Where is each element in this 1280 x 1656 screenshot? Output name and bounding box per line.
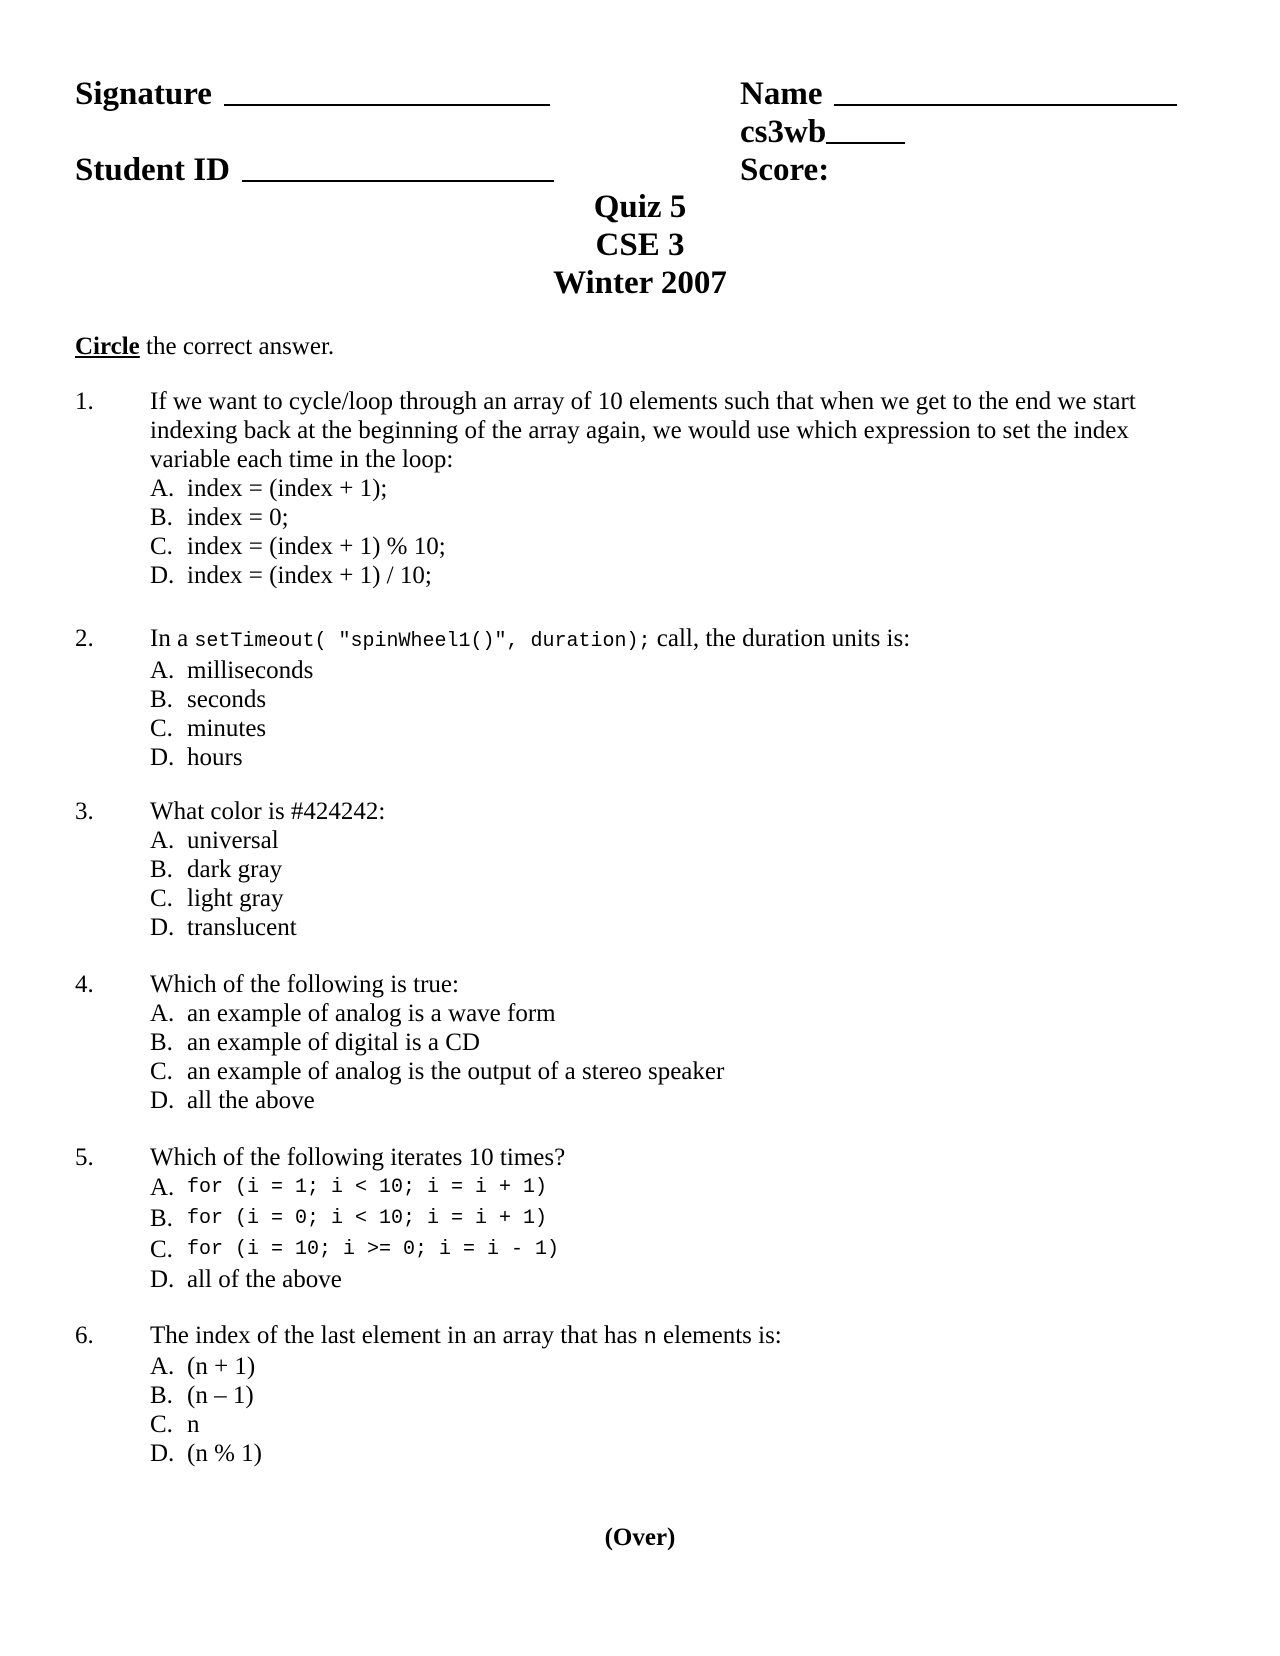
option-a[interactable]: A. an example of analog is a wave form	[150, 1000, 556, 1027]
question-3	[75, 797, 1175, 942]
option-c[interactable]: C. index = (index + 1) % 10;	[150, 533, 446, 560]
question-number: 3.	[75, 798, 94, 825]
option-b[interactable]: B. (n – 1)	[150, 1382, 254, 1409]
option-c[interactable]: C. minutes	[150, 715, 267, 742]
instructions	[75, 332, 334, 362]
question-2	[75, 624, 1175, 772]
question-number: 4.	[75, 971, 94, 998]
option-d[interactable]: D. all of the above	[150, 1266, 342, 1293]
instructions-bold: Circle	[75, 333, 140, 360]
question-4	[75, 970, 1175, 1115]
question-5	[75, 1143, 1175, 1294]
option-b[interactable]: B. seconds	[150, 686, 267, 713]
name-field	[740, 75, 1177, 113]
option-a[interactable]: A. (n + 1)	[150, 1353, 256, 1380]
option-a[interactable]: A. milliseconds	[150, 657, 314, 684]
option-c[interactable]: C. for (i = 10; i >= 0; i = i - 1)	[150, 1236, 560, 1263]
question-text: The index of the last element in an array that has n elements is:	[150, 1322, 782, 1350]
option-a[interactable]: A. for (i = 1; i < 10; i = i + 1)	[150, 1174, 548, 1201]
signature-line[interactable]	[224, 102, 550, 106]
course-title: CSE 3	[595, 227, 685, 263]
option-a[interactable]: A. index = (index + 1);	[150, 475, 388, 502]
code-snippet: for (i = 1; i < 10; i = i + 1)	[187, 1176, 548, 1199]
student-id-line[interactable]	[242, 178, 554, 182]
option-d[interactable]: D. (n % 1)	[150, 1440, 262, 1467]
question-number: 1.	[75, 388, 94, 415]
cs3wb-line[interactable]	[826, 140, 905, 144]
option-b[interactable]: B. index = 0;	[150, 504, 289, 531]
score-field	[740, 151, 829, 189]
option-d[interactable]: D. index = (index + 1) / 10;	[150, 562, 432, 589]
question-number: 2.	[75, 625, 94, 652]
name-line[interactable]	[834, 102, 1177, 106]
signature-field	[75, 75, 550, 113]
term-title: Winter 2007	[553, 265, 727, 301]
option-c[interactable]: C. an example of analog is the output of a stereo speaker	[150, 1058, 725, 1085]
question-text: In a setTimeout( "spinWheel1()", duration); call, the duration units is:	[150, 625, 911, 653]
instructions-text: the correct answer.	[139, 333, 335, 360]
code-snippet: for (i = 0; i < 10; i = i + 1)	[187, 1207, 548, 1230]
question-text: If we want to cycle/loop through an array of 10 elements such that when we get to the end we start indexing back at the beginning of the array again, we would use which expression to set the index variable each time in the loop:	[150, 388, 1136, 473]
option-d[interactable]: D. translucent	[150, 914, 297, 941]
code-snippet: setTimeout( "spinWheel1()", duration);	[194, 630, 651, 653]
option-d[interactable]: D. hours	[150, 744, 243, 771]
question-text: What color is #424242:	[150, 798, 386, 825]
option-d[interactable]: D. all the above	[150, 1087, 315, 1114]
option-a[interactable]: A. universal	[150, 827, 279, 854]
cs3wb-label: cs3wb	[740, 114, 827, 150]
question-number: 6.	[75, 1322, 94, 1349]
code-snippet: n	[643, 1325, 657, 1350]
score-label: Score:	[740, 152, 830, 188]
question-text: Which of the following is true:	[150, 971, 459, 998]
option-c[interactable]: C. light gray	[150, 885, 284, 912]
question-text: Which of the following iterates 10 times?	[150, 1144, 566, 1171]
signature-label: Signature	[75, 76, 212, 112]
question-number: 5.	[75, 1144, 94, 1171]
student-id-label: Student ID	[75, 152, 230, 188]
question-1	[75, 387, 1175, 590]
quiz-title: Quiz 5	[593, 189, 687, 225]
option-b[interactable]: B. for (i = 0; i < 10; i = i + 1)	[150, 1205, 548, 1232]
name-label: Name	[740, 76, 823, 112]
option-c[interactable]: C. n	[150, 1411, 200, 1438]
cs3wb-field	[740, 113, 905, 151]
student-id-field	[75, 151, 554, 189]
code-snippet: for (i = 10; i >= 0; i = i - 1)	[187, 1238, 560, 1261]
option-b[interactable]: B. an example of digital is a CD	[150, 1029, 480, 1056]
over-note: (Over)	[604, 1524, 676, 1551]
question-6	[75, 1321, 1175, 1468]
option-b[interactable]: B. dark gray	[150, 856, 283, 883]
